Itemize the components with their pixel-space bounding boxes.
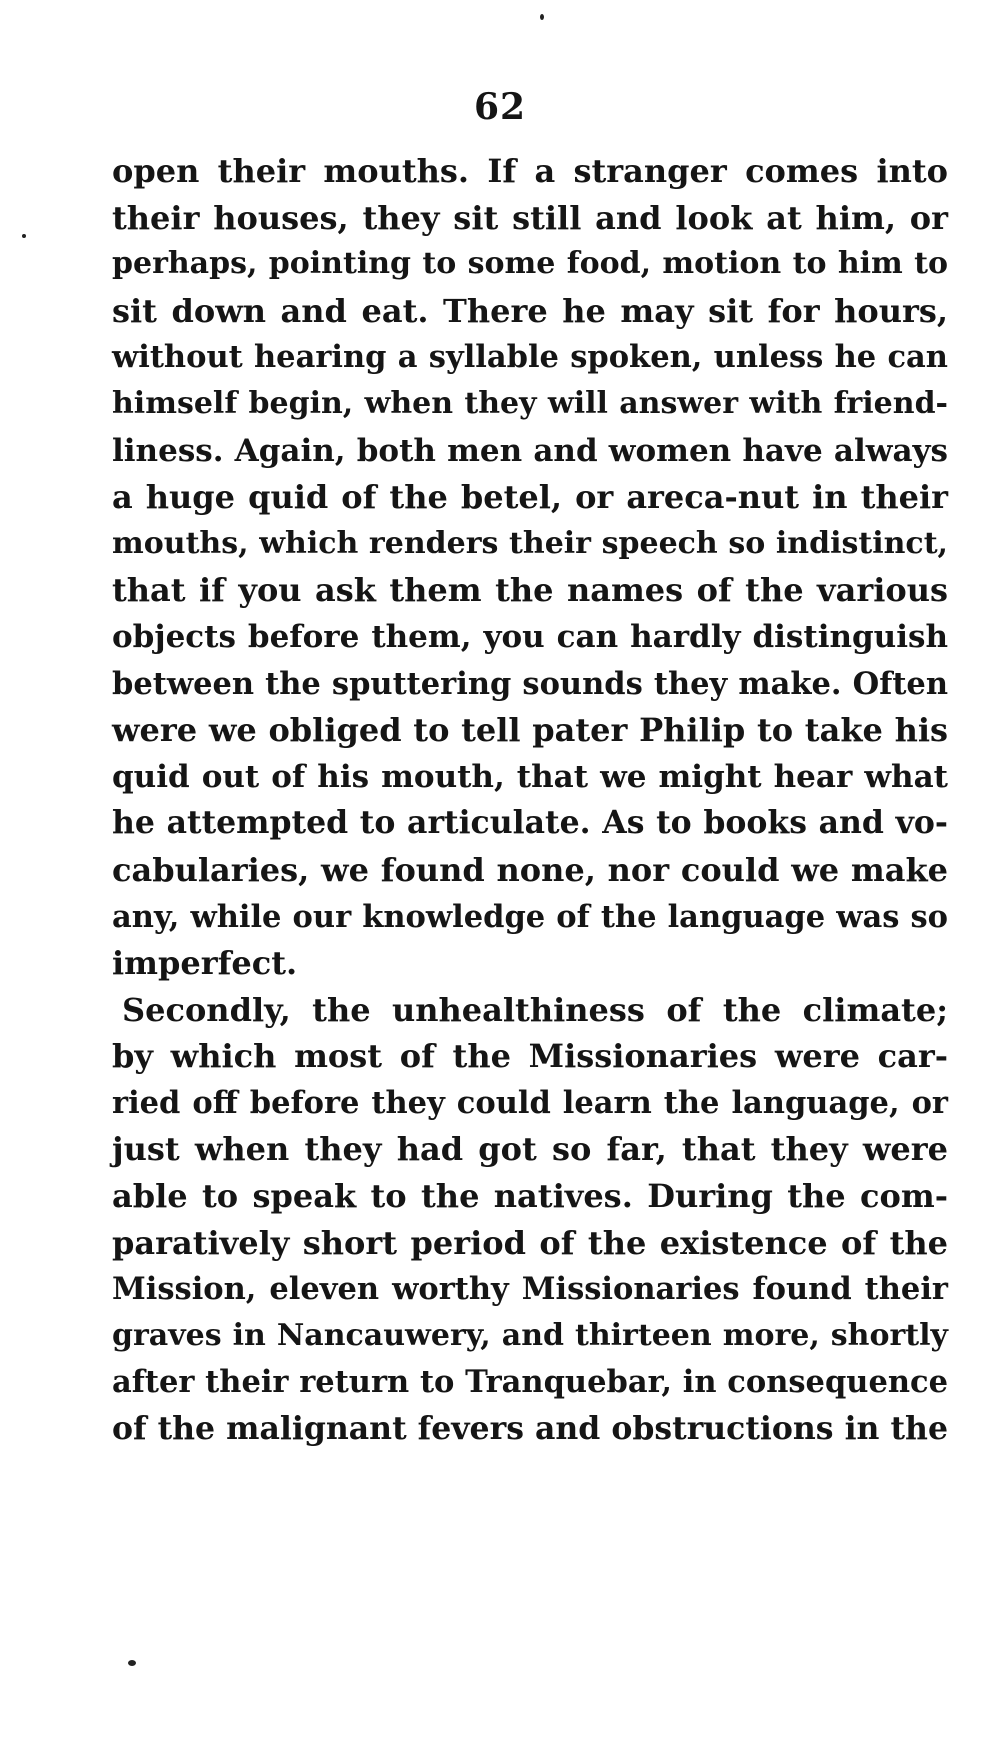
body-text: [112, 148, 948, 1453]
text-line: after their return to Tranquebar, in consequence: [112, 1364, 948, 1401]
text-line: Mission, eleven worthy Missionaries found their: [112, 1271, 948, 1308]
text-line: their houses, they sit still and look at him, or: [112, 198, 948, 237]
scan-speck: [22, 234, 26, 238]
text-line: open their mouths. If a stranger comes into: [112, 152, 948, 190]
text-line: quid out of his mouth, that we might hear what: [112, 758, 948, 795]
page-number: 62: [473, 86, 527, 128]
text-line: ried off before they could learn the language, or: [112, 1084, 948, 1121]
text-line: that if you ask them the names of the various: [112, 571, 948, 610]
text-line: of the malignant fevers and obstructions in the: [112, 1410, 948, 1448]
text-line: himself begin, when they will answer with friend-: [112, 385, 948, 421]
text-line: by which most of the Missionaries were car-: [112, 1037, 948, 1076]
text-line: any, while our knowledge of the language was so: [112, 898, 948, 935]
text-line: he attempted to articulate. As to books and vo-: [112, 804, 948, 842]
text-line: able to speak to the natives. During the com-: [112, 1177, 948, 1216]
text-line: sit down and eat. There he may sit for hours,: [112, 291, 948, 330]
scan-speck: [540, 14, 544, 20]
text-line: without hearing a syllable spoken, unless he can: [112, 339, 948, 376]
scan-speck: [128, 1660, 136, 1666]
text-line: objects before them, you can hardly distinguish: [112, 618, 948, 655]
text-line: paratively short period of the existence of the: [112, 1223, 948, 1262]
text-line: a huge quid of the betel, or areca-nut in their: [112, 478, 948, 517]
text-line: cabularies, we found none, nor could we make: [112, 850, 948, 889]
text-line: imperfect.: [112, 944, 298, 983]
text-line: between the sputtering sounds they make. Often: [112, 665, 948, 702]
text-line: graves in Nancauwery, and thirteen more, shortly: [112, 1317, 948, 1353]
text-line: were we obliged to tell pater Philip to take his: [112, 711, 948, 750]
text-line: mouths, which renders their speech so indistinct,: [112, 525, 948, 561]
paragraph-1: [112, 148, 948, 987]
text-line: liness. Again, both men and women have always: [112, 432, 948, 469]
text-line: Secondly, the unhealthiness of the climate;: [122, 990, 948, 1029]
text-line: just when they had got so far, that they were: [112, 1130, 948, 1169]
paragraph-2: [112, 987, 948, 1453]
text-line: perhaps, pointing to some food, motion to him to: [112, 246, 948, 282]
